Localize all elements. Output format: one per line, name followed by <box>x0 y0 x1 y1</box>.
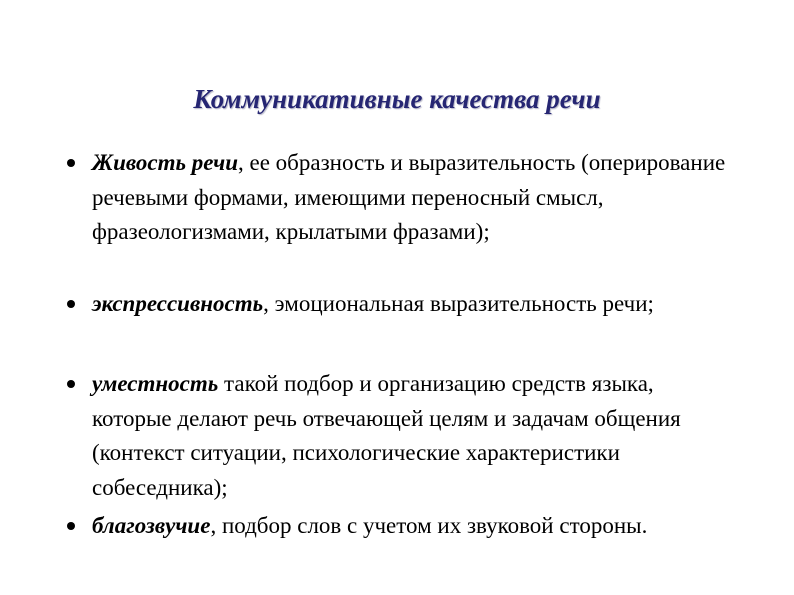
definition-expressiveness: , эмоциональная выразительность речи; <box>263 291 654 316</box>
term-appropriateness: уместность <box>92 371 219 396</box>
list-item-liveliness <box>92 146 732 250</box>
definition-euphony: , подбор слов с учетом их звуковой стороны. <box>210 513 648 538</box>
list-item-appropriateness <box>92 367 732 505</box>
bullet-icon <box>67 159 75 167</box>
bullet-icon <box>67 522 75 530</box>
term-euphony: благозвучие <box>92 513 211 538</box>
term-expressiveness: экспрессивность <box>92 291 264 316</box>
list-item-euphony <box>92 509 732 544</box>
slide-title: Коммуникативные качества речи <box>193 84 601 114</box>
definition-appropriateness: такой подбор и организацию средств языка, которые делают речь отвечающей целям и задачам общения (контекст ситуации, психологические характеристики собеседника); <box>92 371 681 500</box>
bullet-icon <box>67 300 75 308</box>
definition-liveliness: , ее образность и выразительность (оперирование речевыми формами, имеющими переносный смысл, фразеологизмами, крылатыми фразами); <box>92 150 726 244</box>
list-item-expressiveness <box>92 287 732 322</box>
term-liveliness: Живость речи <box>92 150 239 175</box>
bullet-icon <box>67 380 75 388</box>
